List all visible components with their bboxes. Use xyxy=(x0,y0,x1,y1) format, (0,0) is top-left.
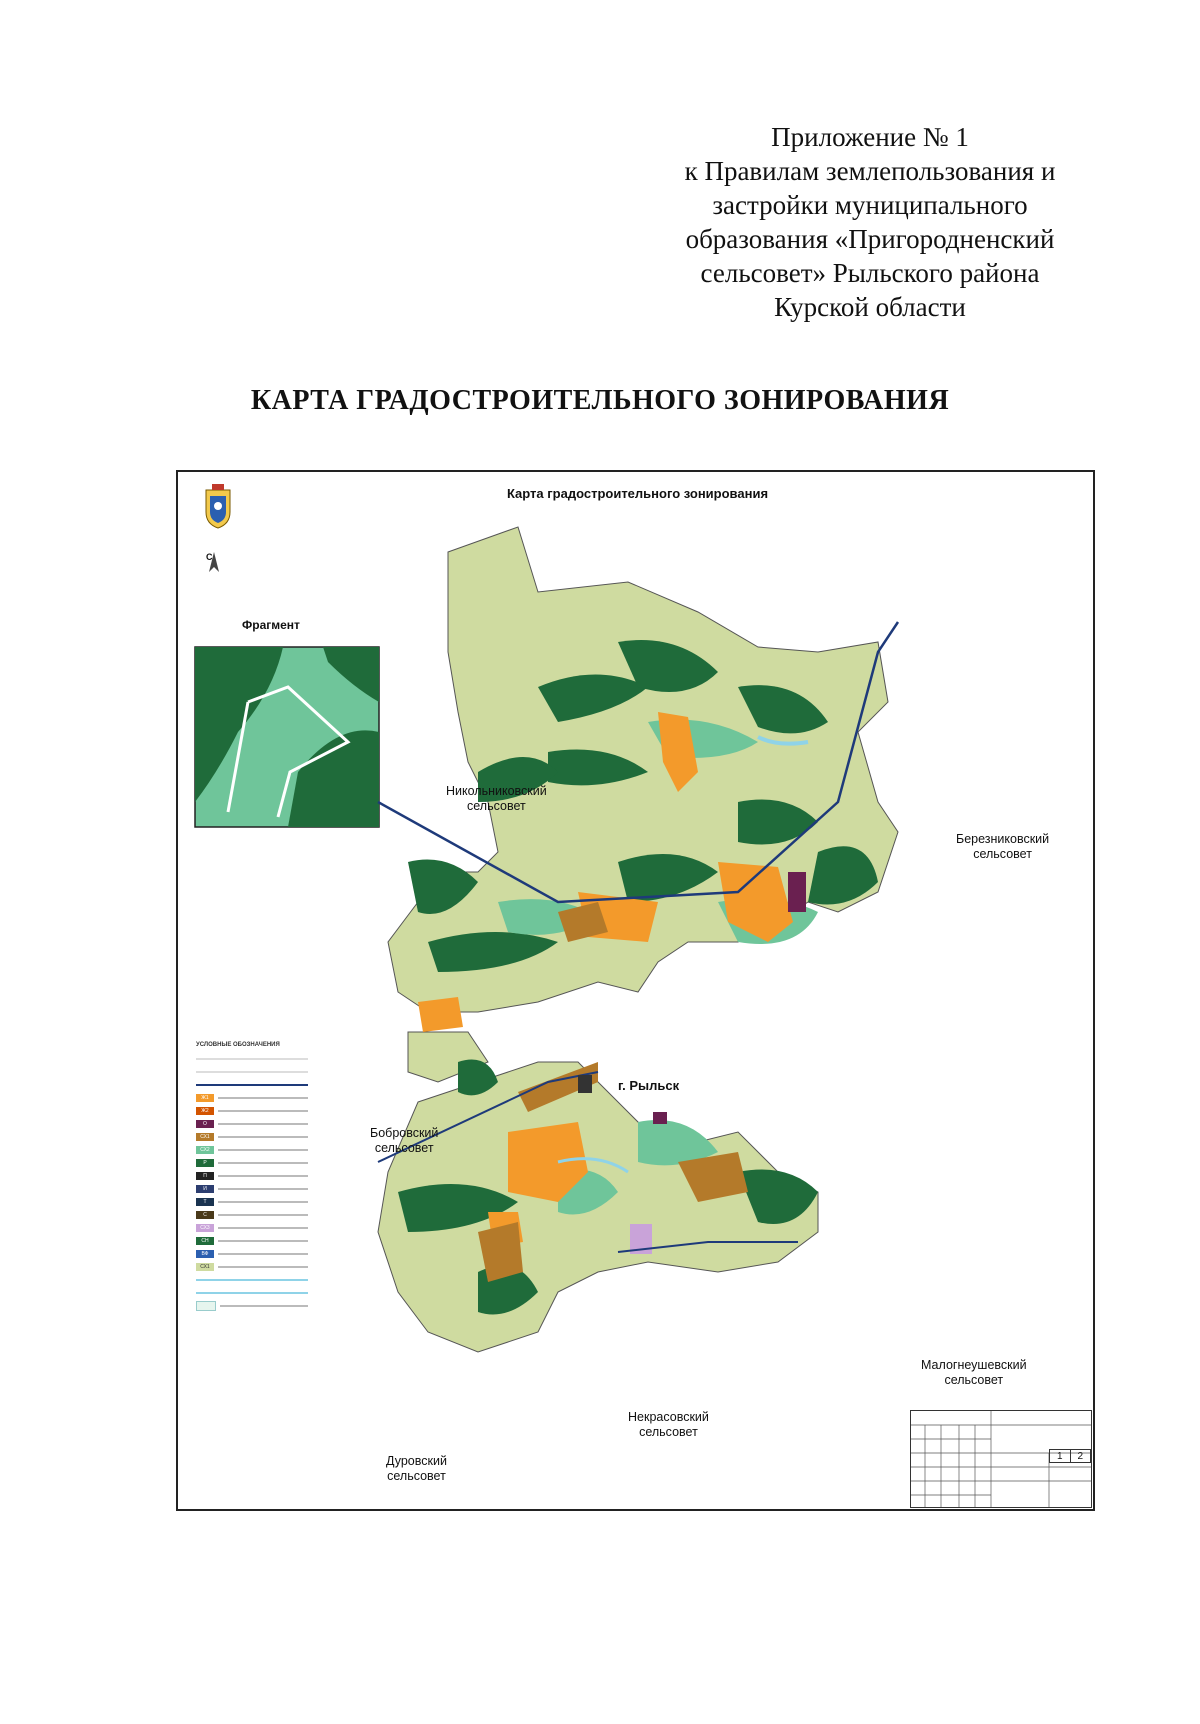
territory-map xyxy=(378,527,898,1352)
sheet-number: 2 xyxy=(1070,1449,1092,1463)
legend-code: Р xyxy=(196,1159,214,1167)
sheet-numbers xyxy=(1049,1449,1091,1463)
legend-title: УСЛОВНЫЕ ОБОЗНАЧЕНИЯ xyxy=(196,1042,280,1048)
map-title: Карта градостроительного зонирования xyxy=(506,486,769,501)
legend-code: Т xyxy=(196,1198,214,1206)
legend-code: СХ1 xyxy=(196,1263,214,1271)
appendix-line: Курской области xyxy=(774,292,966,322)
legend-code: СХ1 xyxy=(196,1133,214,1141)
legend-code: П xyxy=(196,1172,214,1180)
label-nikolnikovsky: Никольниковский сельсовет xyxy=(446,784,547,813)
appendix-line: к Правилам землепользования и xyxy=(684,156,1056,186)
legend xyxy=(196,1042,308,1312)
legend-code: И xyxy=(196,1185,214,1193)
label-durovsky: Дуровский сельсовет xyxy=(386,1454,447,1483)
legend-code: СН xyxy=(196,1237,214,1245)
label-bobrovsky: Бобровский сельсовет xyxy=(370,1126,439,1155)
fragment-label: Фрагмент xyxy=(242,618,300,632)
legend-code: Ж1 xyxy=(196,1094,214,1102)
legend-code: ВФ xyxy=(196,1250,214,1258)
document-title: КАРТА ГРАДОСТРОИТЕЛЬНОГО ЗОНИРОВАНИЯ xyxy=(250,385,950,416)
map-sheet xyxy=(176,470,1095,1511)
label-bereznikovsky: Березниковский сельсовет xyxy=(956,832,1050,861)
label-malognevshevsky: Малогнеушевский сельсовет xyxy=(921,1358,1027,1387)
map-canvas xyxy=(178,472,1093,1509)
appendix-line: сельсовет» Рыльского района xyxy=(700,258,1040,288)
label-nekrasovsky: Некрасовский сельсовет xyxy=(628,1410,709,1439)
appendix-line: застройки муниципального xyxy=(712,190,1028,220)
appendix-header xyxy=(640,120,1100,324)
title-block-stamp xyxy=(910,1410,1092,1508)
north-label: С xyxy=(206,552,213,562)
appendix-line: Приложение № 1 xyxy=(771,122,969,152)
appendix-line: образования «Пригородненский xyxy=(685,224,1055,254)
fragment-inset xyxy=(195,647,379,827)
label-city-rylsk: г. Рыльск xyxy=(618,1078,680,1093)
legend-code: СХ3 xyxy=(196,1224,214,1232)
legend-code: Ж2 xyxy=(196,1107,214,1115)
legend-code: СХ2 xyxy=(196,1146,214,1154)
sheet-number: 1 xyxy=(1049,1449,1070,1463)
legend-code: О xyxy=(196,1120,214,1128)
north-arrow-icon xyxy=(206,552,213,562)
legend-code: С xyxy=(196,1211,214,1219)
